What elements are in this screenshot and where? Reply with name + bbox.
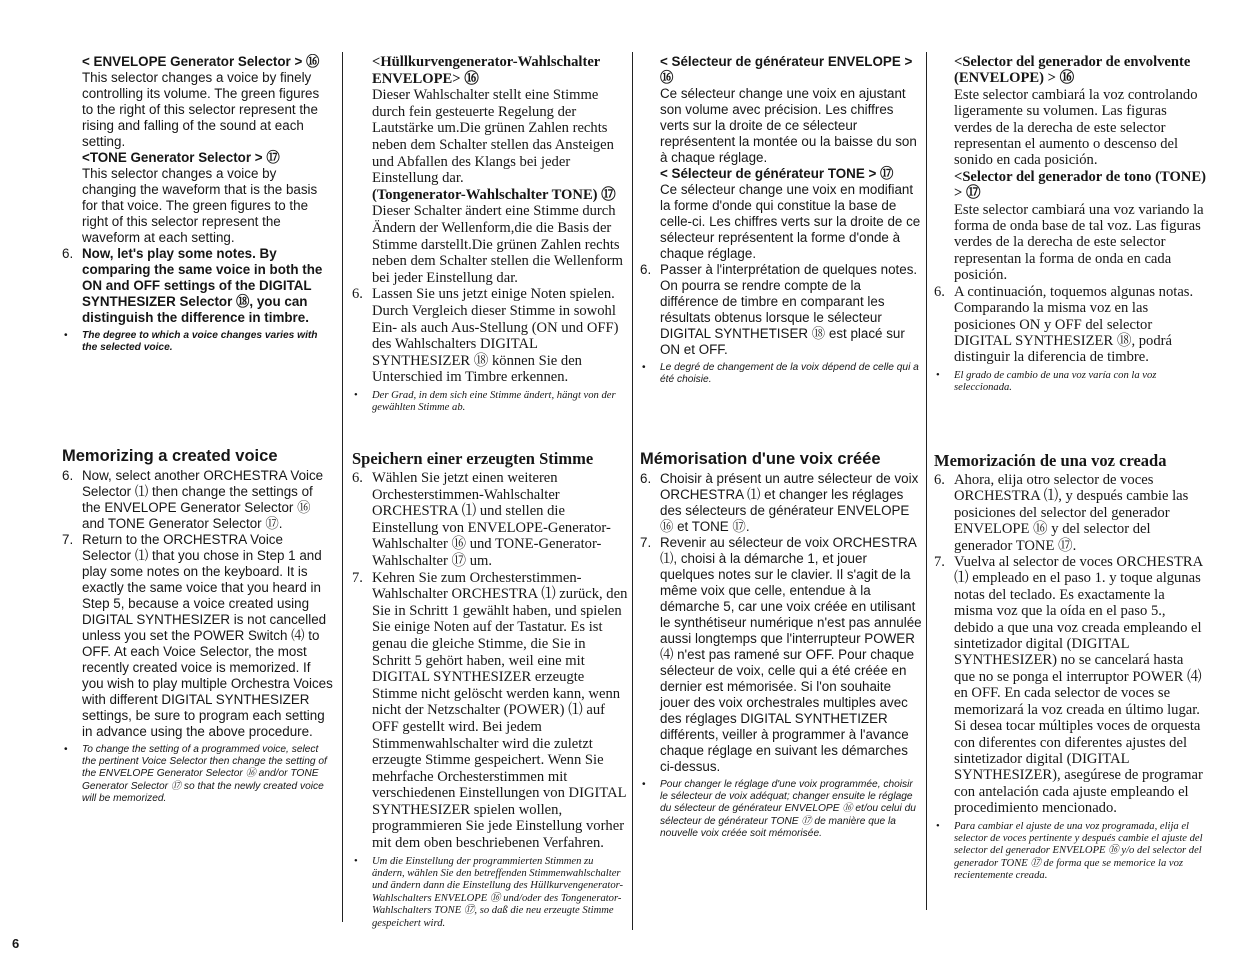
de-note-1-text: Der Grad, in dem sich eine Stimme ändert, hängt von der gewählten Stimme ab. xyxy=(372,389,616,414)
en-mem-step-7 xyxy=(62,532,334,740)
es-mem-step-6-num: 6. xyxy=(934,472,945,488)
asterisk-icon: • xyxy=(354,389,358,401)
fr-note-1 xyxy=(640,362,922,386)
en-envelope-title: < ENVELOPE Generator Selector > ⑯ xyxy=(82,54,320,69)
es-envelope-text: Este selector cambiará la voz controlando ligeramente su volumen. Las figuras verdes de la derecha de este selector representan el aumento o descenso del sonido en cada posición. xyxy=(954,86,1198,169)
de-note-2-text: Um die Einstellung der programmierten Stimmen zu ändern, wählen Sie den betreffenden Stimmenwahlschalter und ändern dann die Einstellung des Hüllkurvengenerator-Wahlschalters ENVELOPE ⑯ und/oder des Tongenerator-Wahlschalters TONE ⑰, so daß die neu erzeugte Stimme gespeichert wird. xyxy=(372,855,624,929)
de-tone-text: Dieser Schalter ändert eine Stimme durch Ändern der Wellenform,die die Basis der Stimme darstellt.Die grünen Zahlen rechts neben dem Schalter stellen die Wellenform bei jeder Einstellung dar. xyxy=(372,203,624,286)
en-mem-step-6-num: 6. xyxy=(62,468,74,483)
spanish-bottom xyxy=(934,451,1206,883)
fr-envelope-text: Ce sélecteur change une voix en ajustant son volume avec précision. Les chiffres verts sur la droite de ce sélecteur représentent la montée ou la baisse du son à chaque réglage. xyxy=(660,86,917,165)
es-step-6-num: 6. xyxy=(934,283,945,300)
fr-step-6-text: Passer à l'interprétation de quelques notes. On pourra se rendre compte de la différence de timbre en comparant les résultats obtenus lorsque le sélecteur DIGITAL SYNTHETISER ⑱ est placé sur ON et OFF. xyxy=(660,262,918,357)
fr-mem-step-7-num: 7. xyxy=(640,535,652,550)
de-mem-step-7-text: Kehren Sie zum Orchesterstimmen-Wahlschalter ORCHESTRA ⑴ zurück, den Sie in Schritt 1 gewählt haben, und spielen Sie einige Noten auf der Tastatur. Es ist genau die gleiche Stimme, die Sie in Schritt 5 gehört haben, weil eine mit DIGITAL SYNTHESIZER erzeugte Stimme nicht gelöscht werden kann, wenn nicht der Netzschalter (POWER) ⑴ auf OFF gestellt wird. Bei jedem Stimmenwahlschalter wird die zuletzt erzeugte Stimme gespeichert. Wenn Sie mehrfache Orchesterstimmen mit verschiedenen Einstellungen von DIGITAL SYNTHESIZER spielen wollen, programmieren Sie jede Einstellung vorher mit dem oben beschriebenen Verfahren. xyxy=(372,569,628,852)
es-mem-step-7 xyxy=(934,554,1206,817)
spanish-top xyxy=(934,54,1206,395)
es-note-1-text: El grado de cambio de una voz varía con la voz seleccionada. xyxy=(954,369,1157,394)
es-note-2 xyxy=(934,821,1206,883)
de-heading: Speichern einer erzeugten Stimme xyxy=(352,449,594,468)
de-mem-step-6 xyxy=(352,470,628,570)
en-mem-step-6-text: Now, select another ORCHESTRA Voice Selector ⑴ then change the settings of the ENVELOPE Generator Selector ⑯ and TONE Generator Selector ⑰. xyxy=(82,468,324,531)
fr-tone-title: < Sélecteur de générateur TONE > ⑰ xyxy=(660,166,894,181)
de-envelope-title: <Hüllkurvengenerator-Wahlschalter ENVELOPE> ⑯ xyxy=(372,54,601,87)
en-mem-step-6 xyxy=(62,468,334,532)
es-note-1 xyxy=(934,370,1206,395)
english-top xyxy=(62,54,334,354)
fr-mem-step-6-num: 6. xyxy=(640,471,652,486)
column-rule-3 xyxy=(926,52,927,910)
en-note-1-text: The degree to which a voice changes varies with the selected voice. xyxy=(82,330,318,354)
english-bottom xyxy=(62,447,334,805)
asterisk-icon: • xyxy=(642,362,646,373)
asterisk-icon: • xyxy=(354,855,358,867)
en-note-2-text: To change the setting of a programmed voice, select the pertinent Voice Selector then change the setting of the ENVELOPE Generator Selector ⑯ and/or TONE Generator Selector ⑰ so that the newly created voice will be memorized. xyxy=(82,744,327,804)
es-mem-step-6 xyxy=(934,472,1206,554)
en-step-6-num: 6. xyxy=(62,246,74,261)
asterisk-icon: • xyxy=(64,330,68,341)
fr-note-2-text: Pour changer le réglage d'une voix programmée, choisir le sélecteur de voix adéquat; changer ensuite le réglage du sélecteur de générateur ENVELOPE ⑯ et/ou celui du sélecteur de générateur TONE ⑰ de manière que la nouvelle voix créée soit mémorisée. xyxy=(660,779,916,839)
german-top xyxy=(352,54,628,415)
de-mem-step-6-num: 6. xyxy=(352,470,363,486)
fr-mem-step-7-text: Revenir au sélecteur de voix ORCHESTRA ⑴, choisi à la démarche 1, et jouer quelques notes sur le clavier. Il s'agit de la même voix que celle, entendue à la démarche 5, car une voix créée en utilisant le synthétiseur numérique n'est pas annulée aussi longtemps que l'interrupteur POWER ⑷ n'est pas ramené sur OFF. Pour chaque sélecteur de voix, celle qui a été créée en dernier est mémorisée. Si l'on souhaite jouer des voix orchestrales multiples avec des réglages DIGITAL SYNTHETIZER différents, veiller à programmer à l'avance chaque réglage en suivant les démarches ci-dessus. xyxy=(660,535,922,774)
es-step-6-text: A continuación, toquemos algunas notas. Comparando la misma voz en las posiciones ON y OFF del selector DIGITAL SYNTHESIZER ⑱, podrá distinguir la diferencia de timbre. xyxy=(954,283,1194,366)
en-heading: Memorizing a created voice xyxy=(62,447,278,465)
es-step-6 xyxy=(934,284,1206,366)
es-mem-step-7-num: 7. xyxy=(934,554,945,571)
fr-heading: Mémorisation d'une voix créée xyxy=(640,450,881,468)
fr-tone-text: Ce sélecteur change une voix en modifiant la forme d'onde qui constitue la base de celle-ci. Les chiffres verts sur la droite de ce sélecteur représentent la forme d'onde à chaque réglage. xyxy=(660,182,921,261)
fr-mem-step-7 xyxy=(640,535,922,775)
asterisk-icon: • xyxy=(64,744,68,755)
es-heading: Memorización de una voz creada xyxy=(934,451,1167,470)
en-step-6-text: Now, let's play some notes. By comparing the same voice in both the ON and OFF settings of the DIGITAL SYNTHESIZER Selector ⑱, you can distinguish the difference in timbre. xyxy=(82,246,323,325)
fr-envelope-title: < Sélecteur de générateur ENVELOPE > ⑯ xyxy=(660,54,913,85)
es-tone-text: Este selector cambiará una voz variando la forma de onda base de tal voz. Las figuras verdes de la derecha de este selector representan la forma de onda en cada posición. xyxy=(954,201,1204,284)
de-mem-step-7 xyxy=(352,570,628,852)
fr-mem-step-6 xyxy=(640,471,922,535)
en-mem-step-7-num: 7. xyxy=(62,532,74,547)
column-rule-2 xyxy=(632,52,633,930)
de-envelope-text: Dieser Wahlschalter stellt eine Stimme durch fein gesteuerte Regelung der Lautstärke um.Die grünen Zahlen rechts neben dem Schalter stellen das Ansteigen und Abfallen des Klangs bei jeder Einstellung dar. xyxy=(372,87,614,187)
de-step-6-text: Lassen Sie uns jetzt einige Noten spielen. Durch Vergleich dieser Stimme in sowohl Ein- als auch Aus-Stellung (ON und OFF) des Wahlschalters DIGITAL SYNTHESIZER ⑱ können Sie den Unterschied im Timbre erkennen. xyxy=(372,286,619,386)
de-note-1 xyxy=(352,390,628,415)
fr-step-6-num: 6. xyxy=(640,262,652,277)
de-mem-step-7-num: 7. xyxy=(352,569,363,586)
asterisk-icon: • xyxy=(642,779,646,790)
en-tone-text: This selector changes a voice by changing the waveform that is the basis for that voice. The green figures to the right of this selector represent the waveform at each setting. xyxy=(82,166,318,245)
en-mem-step-7-text: Return to the ORCHESTRA Voice Selector ⑴ that you chose in Step 1 and play some notes on the keyboard. It is exactly the same voice that you heard in Step 5, because a voice created using DIGITAL SYNTHESIZER is not cancelled unless you set the POWER Switch ⑷ to OFF. At each Voice Selector, the most recently created voice is memorized. If you wish to play multiple Orchestra Voices with different DIGITAL SYNTHESIZER settings, be sure to program each setting in advance using the above procedure. xyxy=(82,532,333,739)
french-bottom xyxy=(640,450,922,840)
fr-mem-step-6-text: Choisir à présent un autre sélecteur de voix ORCHESTRA ⑴ et changer les réglages des sélecteurs de générateur ENVELOPE ⑯ et TONE ⑰. xyxy=(660,471,919,534)
page-number: 6 xyxy=(12,936,20,951)
en-note-2 xyxy=(62,744,334,805)
fr-note-1-text: Le degré de changement de la voix dépend de celle qui a été choisie. xyxy=(660,362,919,386)
en-step-6 xyxy=(62,246,334,326)
en-envelope-text: This selector changes a voice by finely controlling its volume. The green figures to the right of this selector represent the rising and falling of the sound at each setting. xyxy=(82,70,320,149)
de-note-2 xyxy=(352,856,628,930)
asterisk-icon: • xyxy=(936,369,940,381)
asterisk-icon: • xyxy=(936,820,940,832)
es-note-2-text: Para cambiar el ajuste de una voz programada, elija el selector de voces pertinente y después cambie el ajuste del selector del generador ENVELOPE ⑯ y/o del selector del generador TONE ⑰ de forma que se memorice la voz recientemente creada. xyxy=(954,820,1203,882)
german-bottom xyxy=(352,449,628,930)
french-top xyxy=(640,54,922,386)
en-tone-title: <TONE Generator Selector > ⑰ xyxy=(82,150,280,165)
fr-step-6 xyxy=(640,262,922,358)
de-tone-title: (Tongenerator-Wahlschalter TONE) ⑰ xyxy=(372,186,616,203)
es-mem-step-6-text: Ahora, elija otro selector de voces ORCHESTRA ⑴, y después cambie las posiciones del selector del generador ENVELOPE ⑯ y del selector del generador TONE ⑰. xyxy=(954,472,1189,554)
de-mem-step-6-text: Wählen Sie jetzt einen weiteren Orchesterstimmen-Wahlschalter ORCHESTRA ⑴ und stellen die Einstellung von ENVELOPE-Generator-Wahlschalter ⑯ und TONE-Generator-Wahlschalter ⑰ um. xyxy=(372,470,611,569)
es-tone-title: <Selector del generador de tono (TONE) > ⑰ xyxy=(954,168,1206,202)
column-rule-1 xyxy=(342,52,343,922)
es-mem-step-7-text: Vuelva al selector de voces ORCHESTRA ⑴ empleado en el paso 1. y toque algunas notas del teclado. Es exactamente la misma voz que la oída en el paso 5., debido a que una voz creada empleando el sintetizador digital (DIGITAL SYNTHESIZER) no se cancelará hasta que no se ponga el interruptor POWER ⑷ en OFF. En cada selector de voces se memorizará la voz creada en último lugar. Si desea tocar múltiples voces de orquesta con diferentes con diferentes ajustes del sintetizador digital (DIGITAL SYNTHESIZER), asegúrese de programar con antelación cada ajuste empleando el procedimiento mencionado. xyxy=(954,554,1203,817)
de-step-6-num: 6. xyxy=(352,286,363,303)
de-step-6 xyxy=(352,286,628,386)
en-note-1 xyxy=(62,330,334,354)
es-envelope-title: <Selector del generador de envolvente (ENVELOPE) > ⑯ xyxy=(954,54,1191,87)
fr-note-2 xyxy=(640,779,922,840)
